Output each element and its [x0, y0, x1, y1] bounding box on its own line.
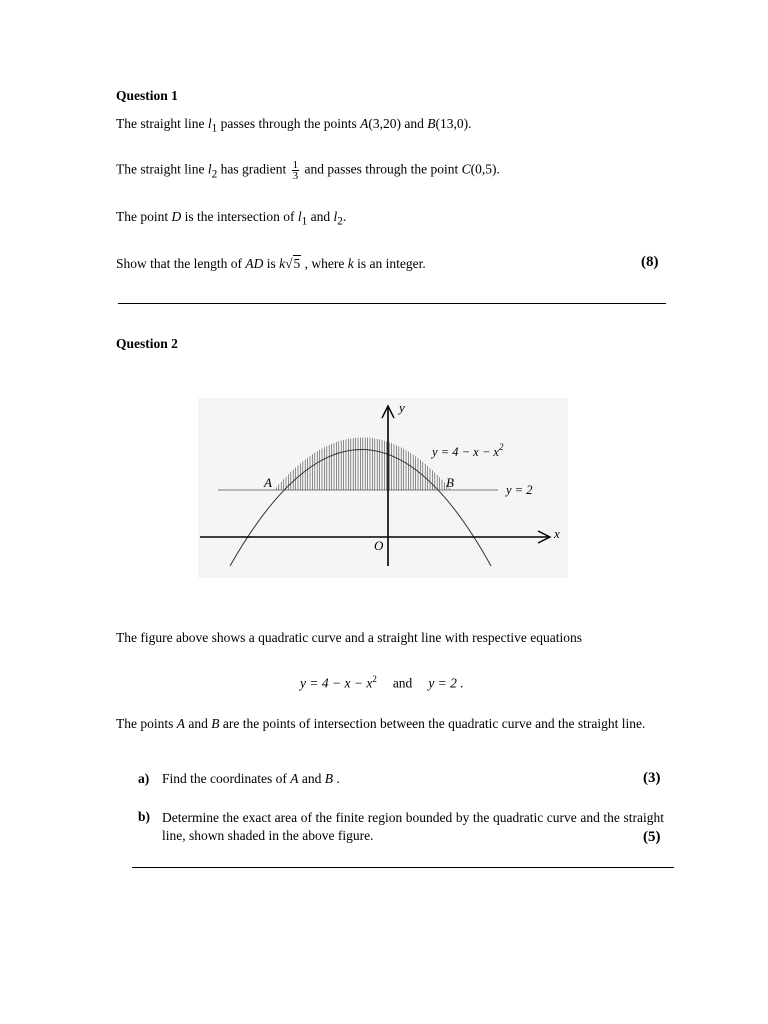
point-a-label: A — [264, 475, 272, 490]
quadratic-figure — [198, 398, 568, 578]
q2-text: . — [332, 771, 340, 786]
q1-text: , where — [301, 256, 348, 271]
q1-text: . — [342, 209, 347, 224]
q2-text: are the points of intersection between the quadratic curve and the straight line. — [219, 716, 646, 731]
curve-equation-text: y = 4 − x − x — [432, 445, 499, 459]
q1-marks: (8) — [641, 254, 659, 270]
curve-equation-exponent: 2 — [372, 674, 377, 684]
line-equation: y = 2 . — [428, 675, 464, 691]
q1-text: The straight line — [116, 116, 208, 131]
section-divider — [132, 867, 674, 868]
point-b: B — [211, 716, 220, 731]
q2-text: and — [298, 771, 325, 786]
q1-line-4 — [116, 256, 426, 272]
part-b-text: Determine the exact area of the finite region bounded by the quadratic curve and the straight line, shown shaded in the above figure. — [162, 810, 664, 843]
q2-text: Find the coordinates of — [162, 771, 291, 786]
fraction-denominator: 3 — [292, 170, 299, 182]
part-a-marks: (3) — [643, 770, 661, 786]
q1-text: The point — [116, 209, 172, 224]
q2-equations — [300, 674, 464, 692]
variable-k: k — [279, 256, 286, 271]
q1-line-2 — [116, 160, 500, 181]
line-l2: l — [333, 209, 338, 224]
part-a-text — [162, 771, 340, 787]
q1-text: and — [307, 209, 334, 224]
q1-text: passes through the points — [217, 116, 361, 131]
point-a: A — [176, 716, 185, 731]
point-c: C — [461, 161, 471, 177]
sqrt-symbol: √ — [285, 256, 293, 271]
q1-text: Show that the length of — [116, 256, 246, 271]
gradient-fraction — [292, 160, 300, 181]
part-b-label: b) — [138, 809, 151, 824]
point-b-label: B — [446, 475, 454, 490]
fraction-numerator: 1 — [292, 159, 299, 171]
point-b: B — [324, 771, 333, 786]
curve-equation-exponent: 2 — [498, 442, 504, 452]
equation-and: and — [392, 675, 413, 691]
point-d: D — [171, 209, 182, 224]
line-l1: l — [207, 116, 212, 131]
origin-label: O — [374, 538, 384, 553]
line-l1-subscript: 1 — [301, 215, 308, 228]
q1-text: and — [401, 116, 428, 131]
part-a-label: a) — [138, 771, 150, 786]
q1-text: is — [263, 256, 280, 271]
q2-paragraph-1: The figure above shows a quadratic curve and a straight line with respective equations — [116, 630, 582, 645]
line-l1: l — [297, 209, 302, 224]
variable-k: k — [347, 256, 354, 271]
curve-equation: y = 4 − x − x — [300, 675, 373, 691]
question-1-title: Question 1 — [116, 88, 178, 103]
question-2-title: Question 2 — [116, 336, 178, 351]
line-equation-label: y = 2 — [506, 483, 533, 497]
q1-line-1 — [116, 116, 472, 135]
y-axis-label: y — [399, 400, 405, 415]
point-c-coords: (0,5) — [470, 161, 497, 177]
q2-text: The points — [116, 716, 177, 731]
part-b-marks: (5) — [643, 829, 661, 845]
curve-equation-label — [430, 442, 504, 459]
q1-text: is the intersection of — [181, 209, 298, 224]
q1-line-3 — [116, 209, 346, 228]
q1-text: is an integer. — [353, 256, 426, 271]
point-a-coords: (3,20) — [368, 116, 401, 131]
q1-text: and passes through the point — [301, 161, 462, 177]
q2-paragraph-2 — [116, 715, 666, 733]
line-l2: l — [207, 161, 212, 177]
point-b-coords: (13,0) — [435, 116, 469, 131]
line-l2-subscript: 2 — [337, 215, 343, 228]
point-a: A — [360, 116, 369, 131]
q1-text: . — [468, 116, 472, 131]
point-b: B — [427, 116, 436, 131]
q1-text: . — [496, 161, 500, 177]
q2-text: and — [185, 716, 212, 731]
x-axis-label: x — [554, 526, 560, 541]
sqrt-radicand: 5 — [293, 256, 301, 271]
q1-text: The straight line — [116, 161, 208, 177]
line-l1-subscript: 1 — [211, 122, 218, 135]
line-l2-subscript: 2 — [211, 168, 218, 181]
segment-ad: AD — [245, 256, 264, 271]
q1-text: has gradient — [217, 161, 290, 177]
point-a: A — [290, 771, 299, 786]
section-divider — [118, 303, 666, 304]
